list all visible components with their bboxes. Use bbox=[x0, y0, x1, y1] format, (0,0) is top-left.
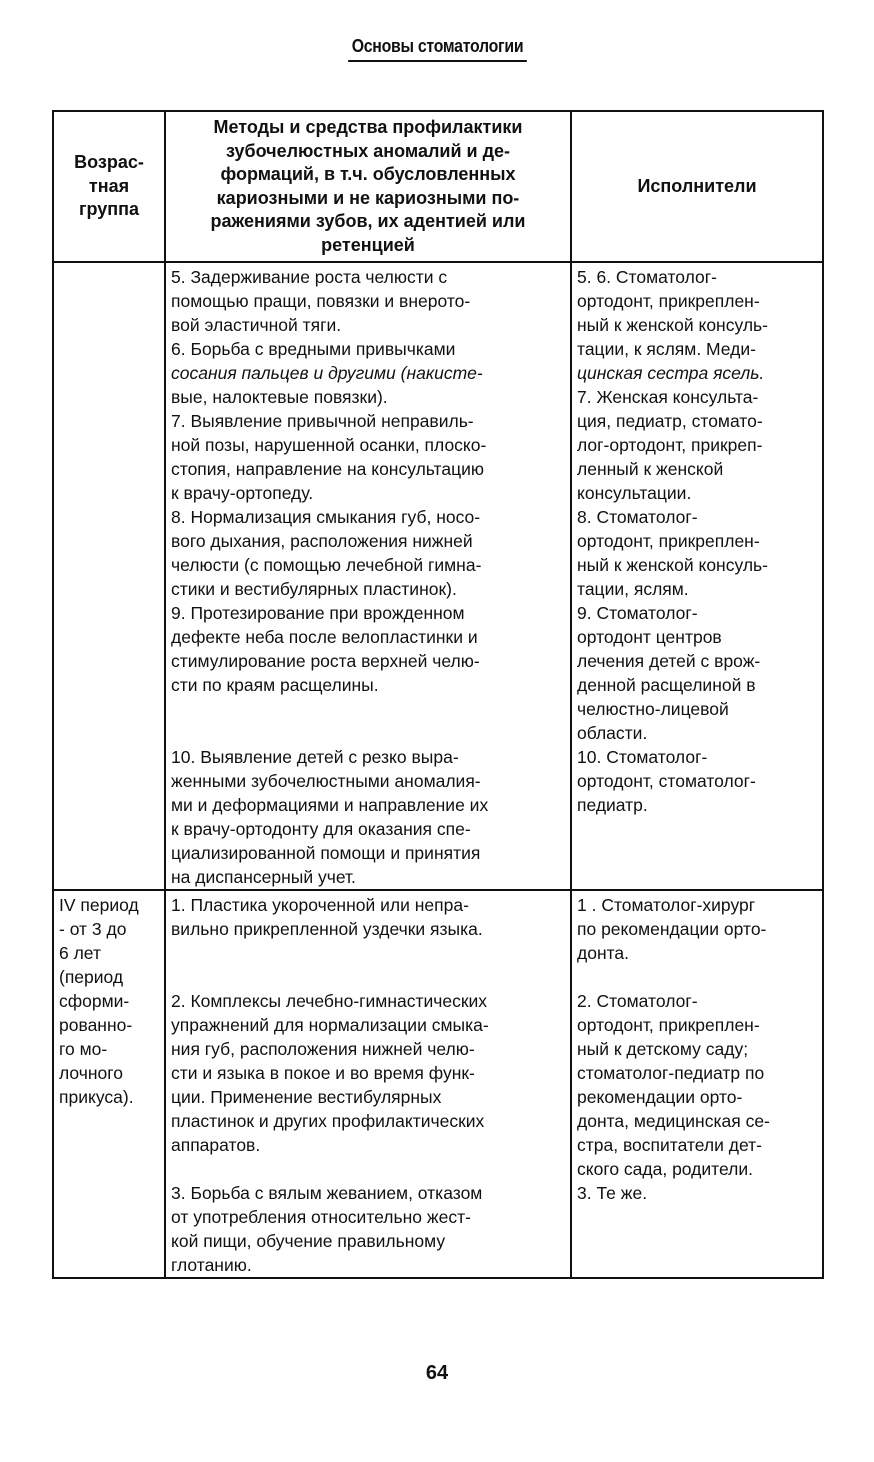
method-item: 3. Борьба с вялым жеванием, отказом от употребления относительно жест- кой пищи, обучение правильному глотанию. bbox=[171, 1183, 483, 1275]
table-row bbox=[53, 890, 823, 1278]
method-item: 7. Выявление привычной неправиль- ной позы, нарушенной осанки, плоско- стопия, направление на консультацию к врачу-ортопеду. bbox=[171, 411, 487, 503]
table-header-row bbox=[53, 111, 823, 262]
executor-item: 8. Стоматолог- ортодонт, прикреплен- ный к женской консуль- тации, яслям. bbox=[577, 507, 768, 599]
method-item: 6. Борьба с вредными привычками сосания пальцев и другими (накисте- вые, налоктевые повязки). bbox=[171, 339, 483, 407]
method-item: 5. Задерживание роста челюсти с помощью пращи, повязки и внерото- вой эластичной тяги. bbox=[171, 267, 471, 335]
executor-item: 10. Стоматолог- ортодонт, стоматолог- педиатр. bbox=[577, 747, 756, 815]
header-executors: Исполнители bbox=[571, 111, 823, 262]
running-header bbox=[0, 36, 874, 62]
executor-item: 3. Те же. bbox=[577, 1183, 648, 1203]
executor-item: 5. 6. Стоматолог- ортодонт, прикреплен- ный к женской консуль- тации, к яслям. Меди- цинская сестра ясель. bbox=[577, 267, 768, 383]
method-item: 10. Выявление детей с резко выра- женными зубочелюстными аномалия- ми и деформациями и направление их к врачу-ортодонту для оказания спе- циализированной помощи и принятия на диспансерный учет. bbox=[171, 747, 489, 887]
executors-cell bbox=[571, 262, 823, 890]
method-item: 9. Протезирование при врожденном дефекте неба после велопластинки и стимулирование роста верхней челю- сти по краям расщелины. bbox=[171, 603, 480, 695]
methods-cell bbox=[165, 262, 571, 890]
prevention-table bbox=[52, 110, 824, 1279]
age-group-cell bbox=[53, 262, 165, 890]
header-methods: Методы и средства профилактики зубочелюстных аномалий и де- формаций, в т.ч. обусловленных кариозными и не кариозными по- ражениями зубов, их адентией или ретенцией bbox=[165, 111, 571, 262]
table-row bbox=[53, 262, 823, 890]
executor-item: 9. Стоматолог- ортодонт центров лечения детей с врож- денной расщелиной в челюстно-лицевой области. bbox=[577, 603, 761, 743]
executor-item: 7. Женская консульта- ция, педиатр, стомато- лог-ортодонт, прикреп- ленный к женской консультации. bbox=[577, 387, 763, 503]
executor-item: 1 . Стоматолог-хирург по рекомендации орто- донта. bbox=[577, 895, 767, 963]
header-age-group: Возрас- тная группа bbox=[53, 111, 165, 262]
method-item: 8. Нормализация смыкания губ, носо- вого дыхания, расположения нижней челюсти (с помощью лечебной гимна- стики и вестибулярных пластинок). bbox=[171, 507, 482, 599]
executor-item: 2. Стоматолог- ортодонт, прикреплен- ный к детскому саду; стоматолог-педиатр по рекомендации орто- донта, медицинская се- стра, воспитатели дет- ского сада, родители. bbox=[577, 991, 770, 1179]
method-item: 1. Пластика укороченной или непра- вильно прикрепленной уздечки языка. bbox=[171, 895, 483, 939]
running-header-title: Основы стоматологии bbox=[348, 36, 527, 62]
executors-cell bbox=[571, 890, 823, 1278]
page-number: 64 bbox=[425, 1362, 449, 1384]
age-group-cell: IV период - от 3 до 6 лет (период сформи- рованно- го мо- лочного прикуса). bbox=[53, 890, 165, 1278]
method-item: 2. Комплексы лечебно-гимнастических упражнений для нормализации смыка- ния губ, расположения нижней челю- сти и языка в покое и во время функ- ции. Применение вестибулярных пластинок и других профилактических аппаратов. bbox=[171, 991, 489, 1155]
methods-cell bbox=[165, 890, 571, 1278]
